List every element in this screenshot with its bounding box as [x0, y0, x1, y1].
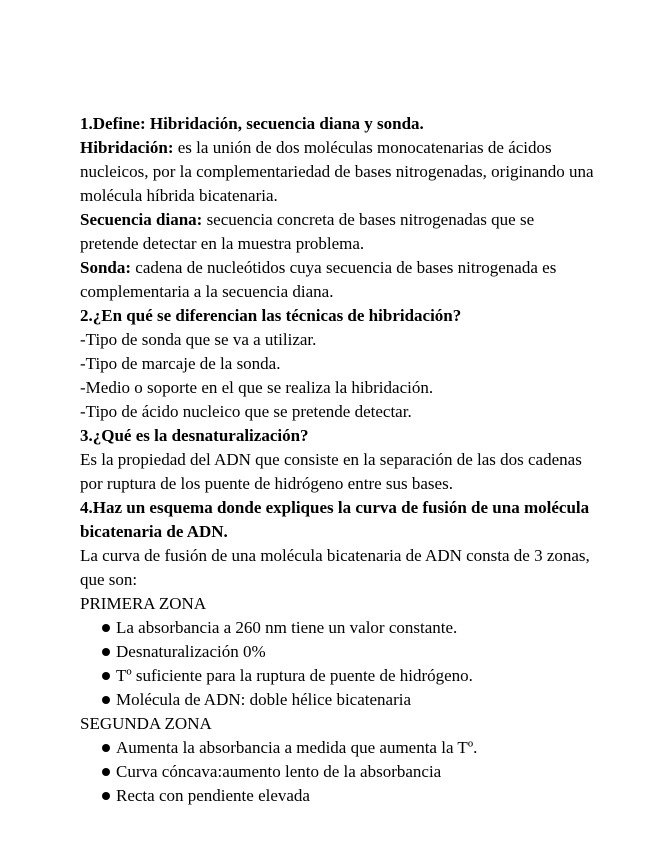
list-item — [102, 784, 594, 808]
term-secuencia-diana: Secuencia diana: — [80, 210, 203, 229]
list-item — [102, 664, 594, 688]
list-item-text: Recta con pendiente elevada — [116, 786, 310, 805]
term-sonda: Sonda: — [80, 258, 132, 277]
bullet-icon — [102, 768, 110, 776]
q2-line: -Tipo de sonda que se va a utilizar. — [80, 330, 317, 349]
definition-sonda-text: cadena de nucleótidos cuya secuencia de bases nitrogenada es complementaria a la secuencia diana. — [80, 258, 557, 301]
q2-line: -Tipo de marcaje de la sonda. — [80, 354, 281, 373]
definition-secuencia-diana — [80, 208, 594, 256]
list-item-text: Aumenta la absorbancia a medida que aumenta la Tº. — [116, 738, 478, 757]
bullet-icon — [102, 792, 110, 800]
zone1-list — [80, 616, 594, 712]
q1-heading: 1.Define: Hibridación, secuencia diana y sonda. — [80, 114, 424, 133]
q3-answer: Es la propiedad del ADN que consiste en la separación de las dos cadenas por ruptura de los puente de hidrógeno entre sus bases. — [80, 450, 582, 493]
list-item — [102, 616, 594, 640]
definition-hibridacion-text: es la unión de dos moléculas monocatenarias de ácidos nucleicos, por la complementariedad de bases nitrogenadas, originando una molécula híbrida bicatenaria. — [80, 138, 594, 205]
definition-sonda — [80, 256, 594, 304]
zone2-title: SEGUNDA ZONA — [80, 714, 212, 733]
list-item — [102, 640, 594, 664]
list-item — [102, 760, 594, 784]
bullet-icon — [102, 744, 110, 752]
q2-line: -Medio o soporte en el que se realiza la hibridación. — [80, 378, 434, 397]
term-hibridacion: Hibridación: — [80, 138, 174, 157]
zone2-list — [80, 736, 594, 808]
bullet-icon — [102, 672, 110, 680]
q4-heading: 4.Haz un esquema donde expliques la curva de fusión de una molécula bicatenaria de ADN. — [80, 498, 590, 541]
list-item — [102, 736, 594, 760]
list-item-text: La absorbancia a 260 nm tiene un valor constante. — [116, 618, 458, 637]
zone1-title: PRIMERA ZONA — [80, 594, 207, 613]
bullet-icon — [102, 624, 110, 632]
list-item-text: Curva cóncava:aumento lento de la absorbancia — [116, 762, 442, 781]
definition-secuencia-diana-text: secuencia concreta de bases nitrogenadas que se pretende detectar en la muestra problema. — [80, 210, 535, 253]
list-item-text: Tº suficiente para la ruptura de puente de hidrógeno. — [116, 666, 473, 685]
list-item-text: Molécula de ADN: doble hélice bicatenaria — [116, 690, 412, 709]
q4-intro: La curva de fusión de una molécula bicatenaria de ADN consta de 3 zonas, que son: — [80, 546, 590, 589]
bullet-icon — [102, 696, 110, 704]
list-item — [102, 688, 594, 712]
q2-heading: 2.¿En qué se diferencian las técnicas de hibridación? — [80, 306, 462, 325]
bullet-icon — [102, 648, 110, 656]
list-item-text: Desnaturalización 0% — [116, 642, 266, 661]
q2-line: -Tipo de ácido nucleico que se pretende detectar. — [80, 402, 412, 421]
definition-hibridacion — [80, 136, 594, 208]
q3-heading: 3.¿Qué es la desnaturalización? — [80, 426, 309, 445]
